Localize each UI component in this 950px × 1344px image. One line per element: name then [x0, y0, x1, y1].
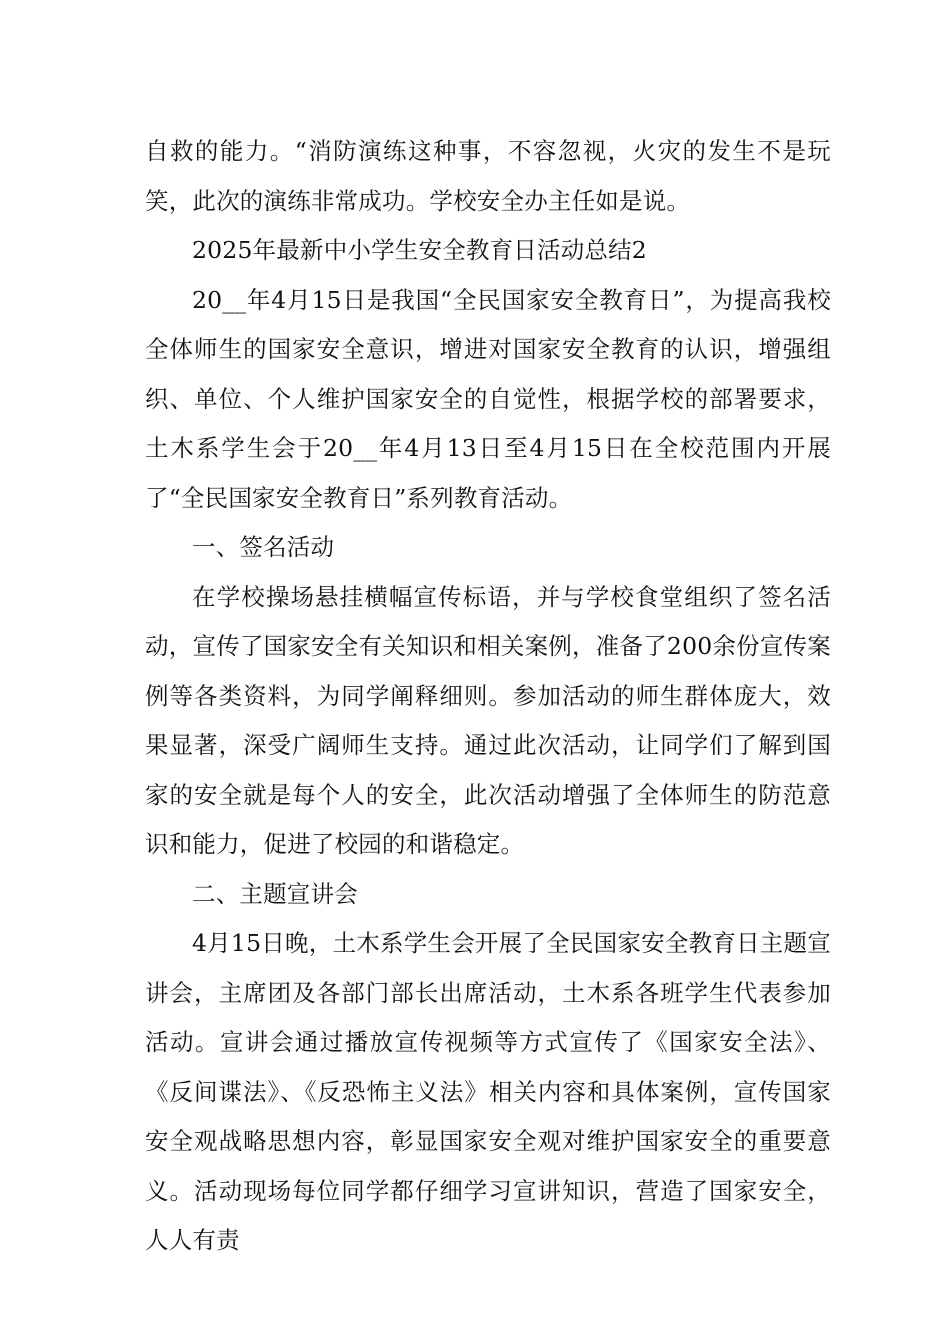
- paragraph-signature-activity: 在学校操场悬挂横幅宣传标语，并与学校食堂组织了签名活动，宣传了国家安全有关知识和相关案例，准备了200余份宣传案例等各类资料，为同学阐释细则。参加活动的师生群体庞大，效果显著，深受广阔师生支持。通过此次活动，让同学们了解到国家的安全就是每个人的安全，此次活动增强了全体师生的防范意识和能力，促进了校园的和谐稳定。: [145, 582, 831, 858]
- document-body: [145, 127, 831, 1266]
- paragraph-theme-lecture: 4月15日晚，土木系学生会开展了全民国家安全教育日主题宣讲会，主席团及各部门部长出席活动，土木系各班学生代表参加活动。宣讲会通过播放宣传视频等方式宣传了《国家安全法》、《反间谍法》、《反恐怖主义法》相关内容和具体案例，宣传国家安全观战略思想内容，彰显国家安全观对维护国家安全的重要意义。活动现场每位同学都仔细学习宣讲知识，营造了国家安全，人人有责: [145, 929, 831, 1254]
- paragraph-intro: 20__年4月15日是我国“全民国家安全教育日”，为提高我校全体师生的国家安全意识，增进对国家安全教育的认识，增强组织、单位、个人维护国家安全的自觉性，根据学校的部署要求，土木系学生会于20__年4月13日至4月15日在全校范围内开展了“全民国家安全教育日”系列教育活动。: [145, 285, 831, 512]
- heading-signature-activity: 一、签名活动: [192, 533, 335, 561]
- section-title: 2025年最新中小学生安全教育日活动总结2: [192, 236, 647, 264]
- heading-theme-lecture: 二、主题宣讲会: [192, 879, 358, 908]
- paragraph-continued: 自救的能力。“消防演练这种事，不容忽视，火灾的发生不是玩笑，此次的演练非常成功。学校安全办主任如是说。: [145, 137, 831, 215]
